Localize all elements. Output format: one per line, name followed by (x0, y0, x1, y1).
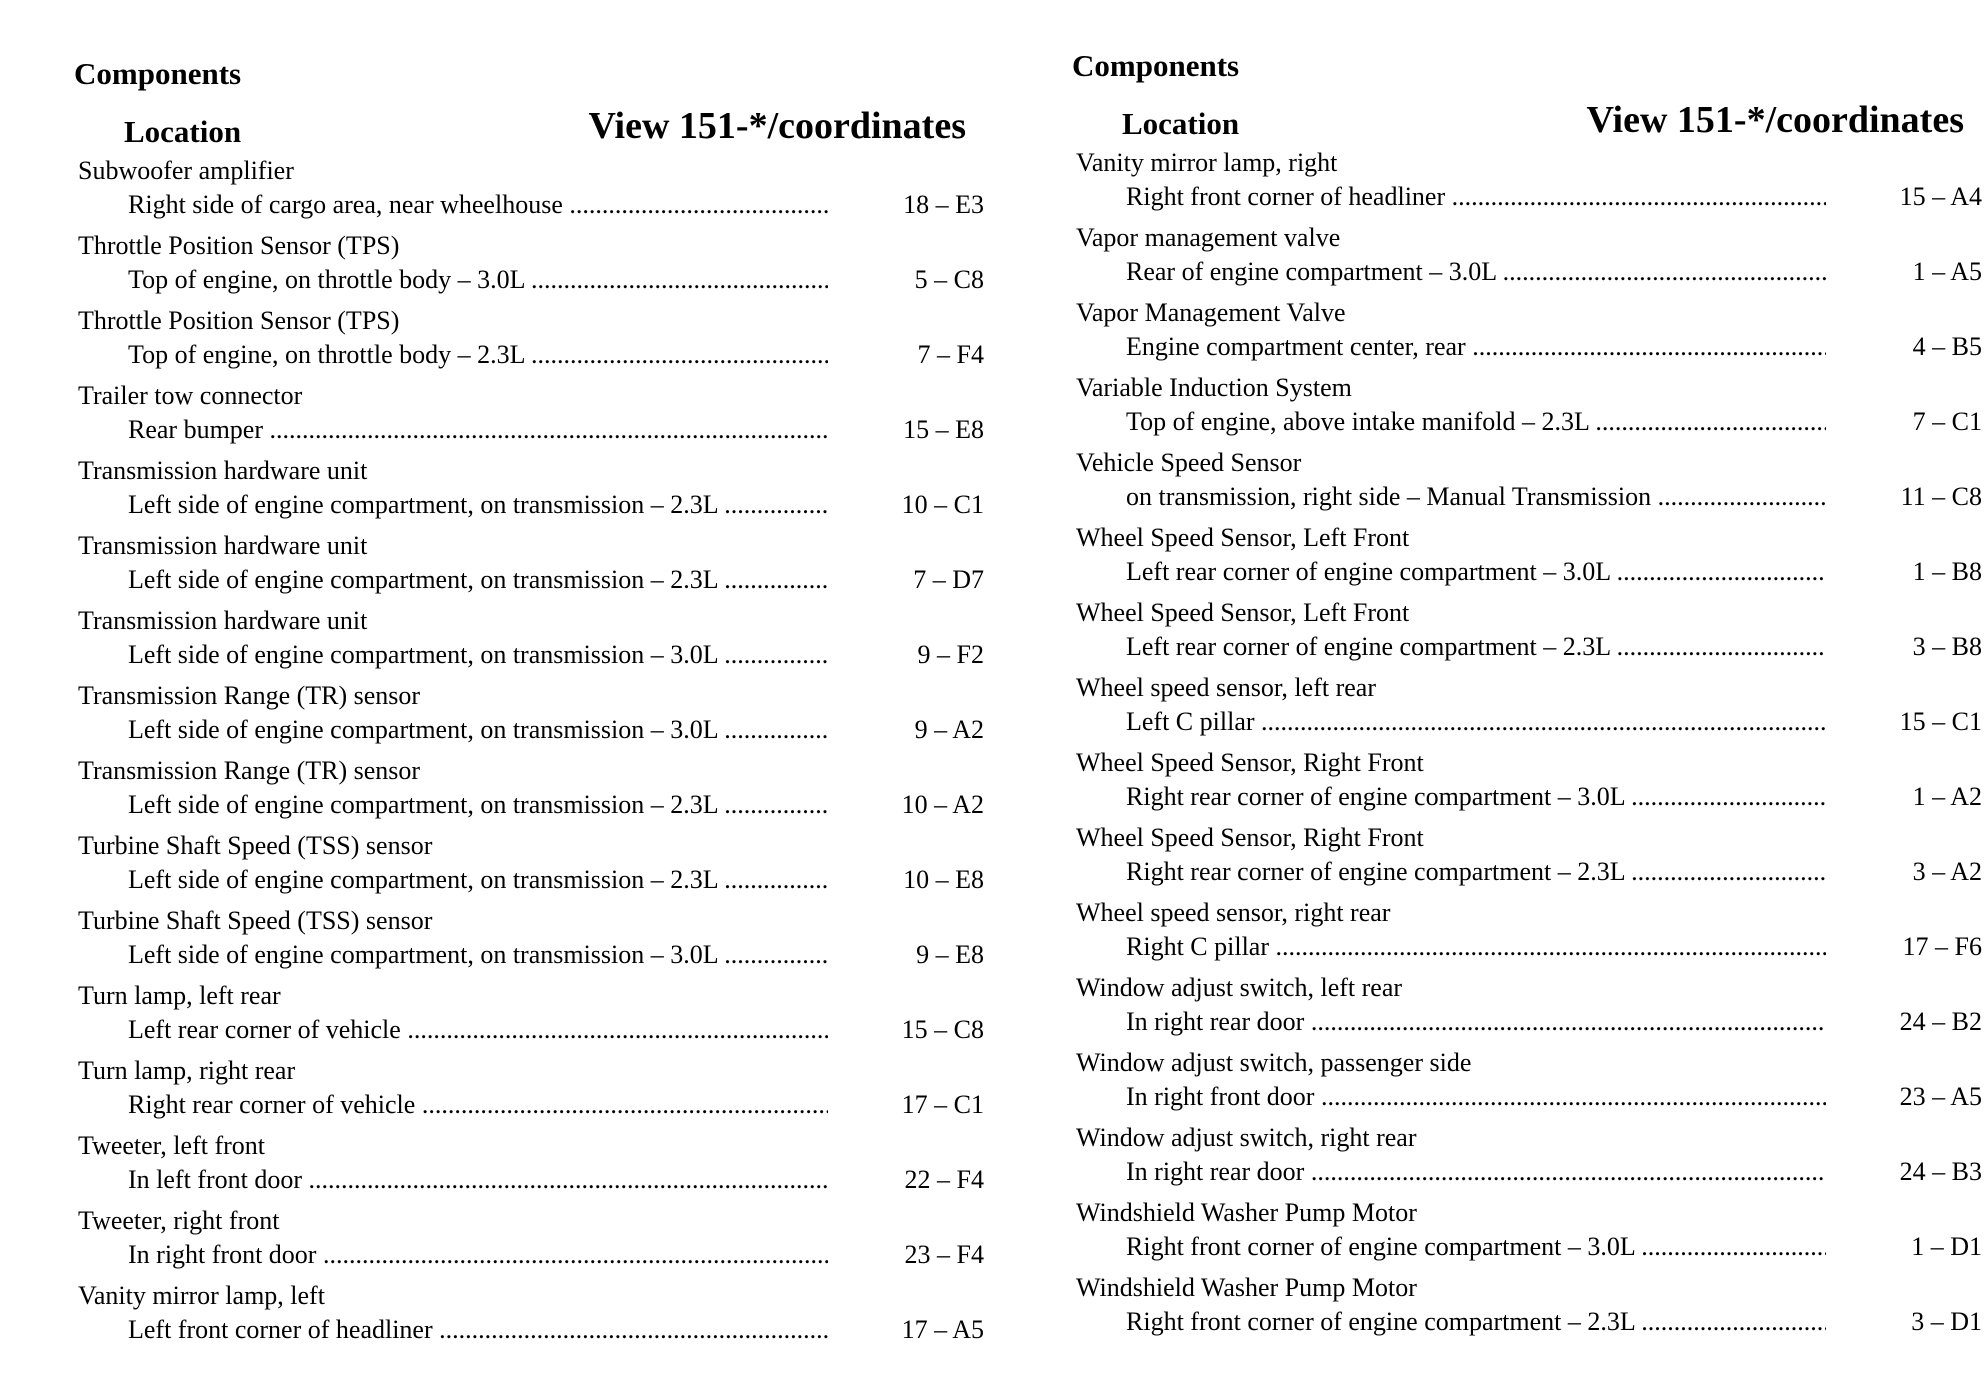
view-coordinate: 7 – F4 (917, 340, 984, 369)
location-text: Left side of engine compartment, on transmission – 3.0L ..... (128, 713, 828, 747)
list-item (1076, 146, 1982, 221)
location-row (1126, 1080, 1988, 1114)
column-header-view: View 151-*/coordinates (1586, 99, 1964, 141)
location-text: Left side of engine compartment, on transmission – 2.3L ..... (128, 488, 828, 522)
component-name: Vanity mirror lamp, right (1076, 148, 1338, 177)
location-row (128, 1163, 990, 1197)
view-coordinate: 7 – C1 (1912, 407, 1982, 436)
component-name: Wheel Speed Sensor, Right Front (1076, 823, 1424, 852)
list-item (1076, 896, 1982, 971)
component-name: Transmission Range (TR) sensor (78, 681, 421, 710)
view-coordinate: 3 – A2 (1912, 857, 1982, 886)
location-text: Right rear corner of engine compartment – 2.3L ..... (1126, 855, 1826, 889)
view-coordinate: 17 – A5 (901, 1315, 984, 1344)
location-row (128, 413, 990, 447)
component-name: Throttle Position Sensor (TPS) (78, 306, 400, 335)
column-header-view: View 151-*/coordinates (588, 105, 966, 147)
column-header-location: Location (1122, 106, 1240, 141)
location-row (128, 713, 990, 747)
list-item (1076, 671, 1982, 746)
location-text: Engine compartment center, rear ..... (1126, 330, 1826, 364)
view-coordinate: 1 – A5 (1912, 257, 1982, 286)
component-name: Transmission Range (TR) sensor (78, 756, 421, 785)
list-item (1076, 371, 1982, 446)
location-text: In right rear door ..... (1126, 1155, 1826, 1189)
list-item (78, 1279, 984, 1354)
location-row (128, 788, 990, 822)
view-coordinate: 10 – A2 (901, 790, 984, 819)
view-coordinate: 10 – C1 (901, 490, 984, 519)
location-row (1126, 255, 1988, 289)
location-text: Right front corner of engine compartment – 2.3L ..... (1126, 1305, 1826, 1339)
view-coordinate: 9 – F2 (917, 640, 984, 669)
location-text: Left side of engine compartment, on transmission – 2.3L ..... (128, 788, 828, 822)
component-name: Turbine Shaft Speed (TSS) sensor (78, 831, 433, 860)
location-row (1126, 855, 1988, 889)
view-coordinate: 1 – A2 (1912, 782, 1982, 811)
list-item (1076, 971, 1982, 1046)
location-row (128, 338, 990, 372)
component-name: Turbine Shaft Speed (TSS) sensor (78, 906, 433, 935)
location-row (1126, 1155, 1988, 1189)
component-name: Variable Induction System (1076, 373, 1352, 402)
location-row (128, 1088, 990, 1122)
view-coordinate: 5 – C8 (914, 265, 984, 294)
location-text: Right C pillar ..... (1126, 930, 1826, 964)
list-item (78, 454, 984, 529)
location-row (1126, 1305, 1988, 1339)
section-title: Components (74, 56, 242, 91)
component-name: Wheel Speed Sensor, Right Front (1076, 748, 1424, 777)
location-text: Top of engine, above intake manifold – 2.3L ..... (1126, 405, 1826, 439)
list-item (1076, 1121, 1982, 1196)
location-row (128, 488, 990, 522)
view-coordinate: 3 – D1 (1911, 1307, 1982, 1336)
location-row (1126, 555, 1988, 589)
view-coordinate: 22 – F4 (904, 1165, 984, 1194)
list-item (78, 829, 984, 904)
location-text: Right rear corner of vehicle ..... (128, 1088, 828, 1122)
location-row (128, 863, 990, 897)
component-name: Transmission hardware unit (78, 606, 368, 635)
list-item (78, 904, 984, 979)
view-coordinate: 18 – E3 (903, 190, 984, 219)
location-text: Left side of engine compartment, on transmission – 3.0L ..... (128, 938, 828, 972)
view-coordinate: 15 – E8 (903, 415, 984, 444)
location-row (128, 1238, 990, 1272)
list-item (1076, 1271, 1982, 1346)
location-row (128, 638, 990, 672)
location-text: Top of engine, on throttle body – 2.3L ..... (128, 338, 828, 372)
location-row (1126, 630, 1988, 664)
location-row (1126, 180, 1988, 214)
component-name: Vapor management valve (1076, 223, 1341, 252)
location-row (1126, 480, 1988, 514)
location-text: Right side of cargo area, near wheelhouse ..... (128, 188, 828, 222)
location-text: Rear bumper ..... (128, 413, 828, 447)
location-text: In right front door ..... (128, 1238, 828, 1272)
location-text: Left rear corner of engine compartment – 3.0L ..... (1126, 555, 1826, 589)
location-row (1126, 1230, 1988, 1264)
component-name: Vehicle Speed Sensor (1076, 448, 1302, 477)
component-name: Transmission hardware unit (78, 456, 368, 485)
component-name: Windshield Washer Pump Motor (1076, 1273, 1417, 1302)
component-name: Window adjust switch, right rear (1076, 1123, 1417, 1152)
list-item (1076, 1196, 1982, 1271)
component-name: Wheel Speed Sensor, Left Front (1076, 598, 1410, 627)
component-name: Trailer tow connector (78, 381, 303, 410)
component-name: Vanity mirror lamp, left (78, 1281, 325, 1310)
column-header-location: Location (124, 114, 242, 149)
location-text: Left side of engine compartment, on transmission – 2.3L ..... (128, 863, 828, 897)
location-row (128, 1013, 990, 1047)
location-text: In right rear door ..... (1126, 1005, 1826, 1039)
component-name: Wheel Speed Sensor, Left Front (1076, 523, 1410, 552)
entry-list (1076, 146, 1982, 1346)
location-text: Left front corner of headliner ..... (128, 1313, 828, 1347)
view-coordinate: 17 – C1 (901, 1090, 984, 1119)
component-name: Vapor Management Valve (1076, 298, 1346, 327)
location-row (128, 1313, 990, 1347)
component-name: Windshield Washer Pump Motor (1076, 1198, 1417, 1227)
view-coordinate: 23 – F4 (904, 1240, 984, 1269)
location-text: Left side of engine compartment, on transmission – 2.3L ..... (128, 563, 828, 597)
location-text: Right rear corner of engine compartment – 3.0L ..... (1126, 780, 1826, 814)
location-text: Rear of engine compartment – 3.0L ..... (1126, 255, 1826, 289)
location-text: Left side of engine compartment, on transmission – 3.0L ..... (128, 638, 828, 672)
list-item (78, 754, 984, 829)
location-text: Left C pillar ..... (1126, 705, 1826, 739)
location-row (128, 938, 990, 972)
location-text: Top of engine, on throttle body – 3.0L ..... (128, 263, 828, 297)
list-item (1076, 446, 1982, 521)
list-item (1076, 296, 1982, 371)
location-row (1126, 330, 1988, 364)
right-page (1072, 0, 1982, 1376)
location-row (1126, 405, 1988, 439)
list-item (78, 604, 984, 679)
entry-list (78, 154, 984, 1354)
location-text: Left rear corner of engine compartment – 2.3L ..... (1126, 630, 1826, 664)
location-row (1126, 705, 1988, 739)
component-name: Wheel speed sensor, right rear (1076, 898, 1391, 927)
view-coordinate: 17 – F6 (1902, 932, 1982, 961)
view-coordinate: 4 – B5 (1912, 332, 1982, 361)
view-coordinate: 7 – D7 (913, 565, 984, 594)
view-coordinate: 11 – C8 (1900, 482, 1982, 511)
location-text: Right front corner of headliner ..... (1126, 180, 1826, 214)
view-coordinate: 24 – B3 (1899, 1157, 1982, 1186)
component-name: Tweeter, left front (78, 1131, 265, 1160)
section-title: Components (1072, 48, 1240, 83)
location-text: Left rear corner of vehicle ..... (128, 1013, 828, 1047)
view-coordinate: 1 – B8 (1912, 557, 1982, 586)
view-coordinate: 9 – E8 (916, 940, 984, 969)
list-item (78, 1054, 984, 1129)
component-name: Turn lamp, right rear (78, 1056, 296, 1085)
list-item (1076, 1046, 1982, 1121)
component-name: Tweeter, right front (78, 1206, 280, 1235)
view-coordinate: 24 – B2 (1899, 1007, 1982, 1036)
view-coordinate: 15 – C8 (901, 1015, 984, 1044)
list-item (78, 529, 984, 604)
list-item (78, 229, 984, 304)
list-item (1076, 821, 1982, 896)
view-coordinate: 1 – D1 (1911, 1232, 1982, 1261)
list-item (78, 154, 984, 229)
component-name: Window adjust switch, passenger side (1076, 1048, 1472, 1077)
location-row (1126, 930, 1988, 964)
location-text: Right front corner of engine compartment – 3.0L ..... (1126, 1230, 1826, 1264)
location-text: on transmission, right side – Manual Transmission ..... (1126, 480, 1826, 514)
view-coordinate: 23 – A5 (1899, 1082, 1982, 1111)
list-item (78, 1129, 984, 1204)
list-item (1076, 596, 1982, 671)
location-row (128, 188, 990, 222)
component-name: Turn lamp, left rear (78, 981, 281, 1010)
list-item (1076, 221, 1982, 296)
list-item (1076, 746, 1982, 821)
component-name: Window adjust switch, left rear (1076, 973, 1403, 1002)
location-row (1126, 780, 1988, 814)
left-page (74, 0, 984, 1376)
location-text: In right front door ..... (1126, 1080, 1826, 1114)
view-coordinate: 9 – A2 (914, 715, 984, 744)
component-name: Subwoofer amplifier (78, 156, 294, 185)
location-text: In left front door ..... (128, 1163, 828, 1197)
location-row (128, 563, 990, 597)
view-coordinate: 15 – C1 (1899, 707, 1982, 736)
list-item (1076, 521, 1982, 596)
list-item (78, 304, 984, 379)
component-name: Wheel speed sensor, left rear (1076, 673, 1376, 702)
component-name: Throttle Position Sensor (TPS) (78, 231, 400, 260)
list-item (78, 1204, 984, 1279)
location-row (1126, 1005, 1988, 1039)
component-name: Transmission hardware unit (78, 531, 368, 560)
view-coordinate: 3 – B8 (1912, 632, 1982, 661)
view-coordinate: 10 – E8 (903, 865, 984, 894)
list-item (78, 679, 984, 754)
location-row (128, 263, 990, 297)
list-item (78, 979, 984, 1054)
list-item (78, 379, 984, 454)
view-coordinate: 15 – A4 (1899, 182, 1982, 211)
